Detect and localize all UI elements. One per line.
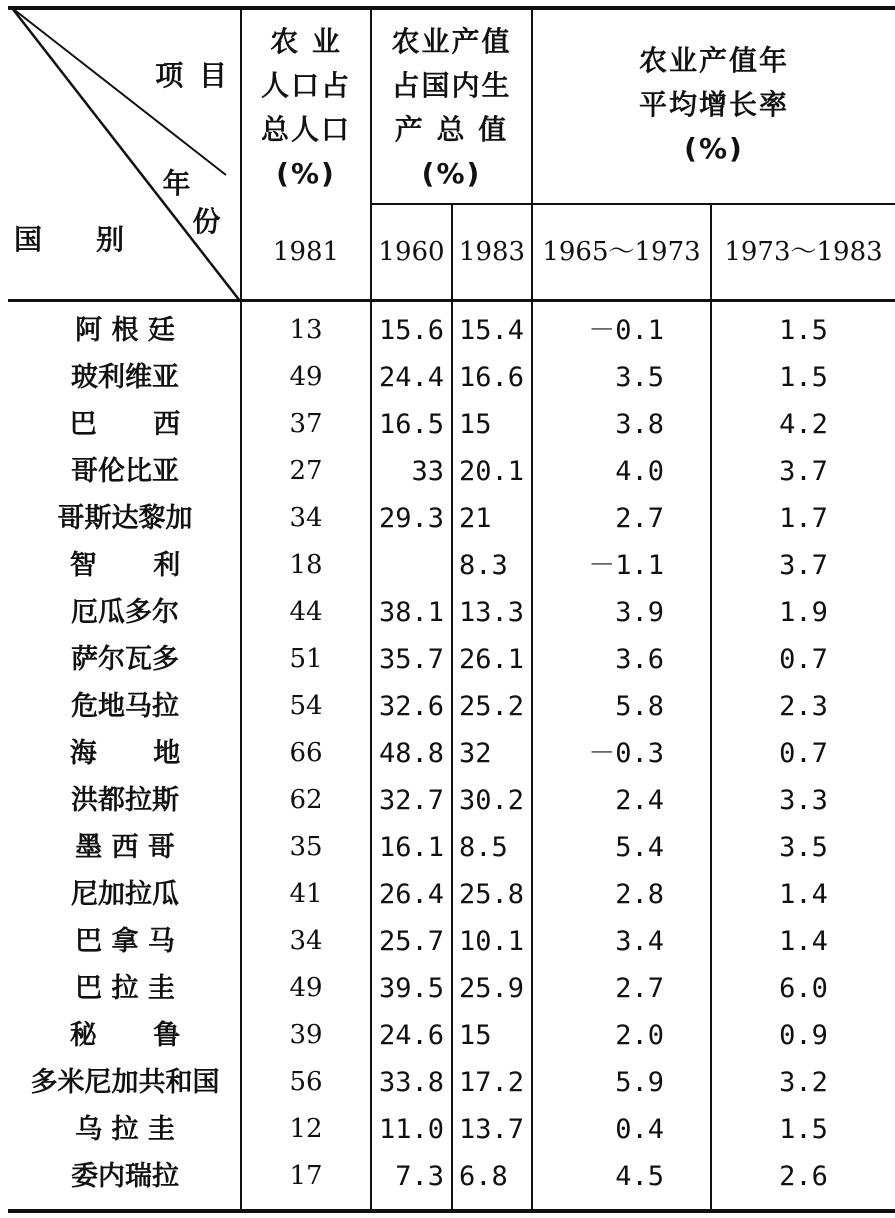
agri-gdp-share-1983: 10.1 [459, 925, 525, 957]
agri-gdp-share-1960: 32.6 [378, 690, 444, 722]
header-year-label-2: 份 [192, 205, 224, 238]
agri-gdp-share-1983: 21 [459, 502, 492, 534]
agri-gdp-share-1983: 17.2 [459, 1066, 525, 1098]
agri-population-1981: 49 [289, 973, 323, 1003]
agri-gdp-share-1983: 15 [459, 1019, 492, 1051]
country-name: 多米尼加共和国 [30, 1066, 220, 1098]
growth-1973-1983: 3.5 [779, 831, 828, 863]
growth-1965-1973: 5.8 [615, 690, 664, 722]
agri-gdp-share-1960 [378, 545, 444, 585]
growth-1973-1983: 6.0 [779, 972, 828, 1004]
growth-1973-1983: 3.3 [779, 784, 828, 816]
agri-gdp-share-1983: 13.7 [459, 1113, 525, 1145]
header-growth-line3: (%) [684, 132, 744, 165]
agri-gdp-share-1960: 25.7 [378, 925, 444, 957]
growth-1973-1983: 4.2 [779, 408, 828, 440]
agri-population-1981: 39 [289, 1020, 323, 1050]
agri-gdp-share-1960: 16.5 [378, 408, 444, 440]
vrule-gdp-split [451, 203, 453, 1211]
year-header-1965-1973: 1965～1973 [542, 237, 701, 267]
agri-gdp-share-1960: 11.0 [378, 1113, 444, 1145]
agri-gdp-share-1960: 16.1 [378, 831, 444, 863]
agri-gdp-share-1983: 20.1 [459, 455, 525, 487]
growth-1973-1983: 0.7 [779, 737, 828, 769]
header-agri-gdp-share [372, 20, 531, 196]
country-name: 巴 拿 马 [75, 925, 175, 957]
agri-population-1981: 66 [289, 738, 323, 768]
year-header-1983: 1983 [458, 237, 526, 267]
agri-gdp-share-1960: 26.4 [378, 878, 444, 910]
country-name: 尼加拉瓜 [71, 878, 179, 910]
country-name: 智 利 [69, 549, 181, 581]
header-agri-gdp-line1: 农业产值 [391, 25, 512, 58]
country-name: 厄瓜多尔 [71, 596, 179, 628]
agri-gdp-share-1983: 15.4 [459, 314, 525, 346]
agri-gdp-share-1960: 48.8 [378, 737, 444, 769]
growth-1965-1973: 3.8 [615, 408, 664, 440]
growth-1965-1973: 5.4 [615, 831, 664, 863]
agri-gdp-share-1983: 6.8 [459, 1160, 508, 1192]
header-agri-population-line4: (%) [276, 157, 336, 190]
growth-1973-1983: 1.5 [779, 314, 828, 346]
growth-1965-1973: 3.5 [615, 361, 664, 393]
agri-population-1981: 34 [289, 926, 323, 956]
growth-1973-1983: 1.7 [779, 502, 828, 534]
agri-gdp-share-1983: 32 [459, 737, 492, 769]
agri-population-1981: 37 [289, 409, 323, 439]
header-country-label: 国 别 [14, 223, 127, 256]
growth-1973-1983: 3.7 [779, 455, 828, 487]
growth-1965-1973: 5.9 [615, 1066, 664, 1098]
growth-1973-1983: 2.6 [779, 1160, 828, 1192]
country-name: 萨尔瓦多 [71, 643, 179, 675]
header-growth-line1: 农业产值年 [638, 44, 789, 77]
year-header-1960: 1960 [378, 237, 445, 267]
agri-gdp-share-1960: 29.3 [378, 502, 444, 534]
country-name: 巴 拉 圭 [75, 972, 175, 1004]
agri-gdp-share-1960: 24.6 [378, 1019, 444, 1051]
agri-gdp-share-1960: 38.1 [378, 596, 444, 628]
agri-gdp-share-1983: 13.3 [459, 596, 525, 628]
agri-population-1981: 44 [289, 597, 323, 627]
agri-gdp-share-1983: 30.2 [459, 784, 525, 816]
agri-population-1981: 56 [289, 1067, 323, 1097]
growth-1965-1973: 4.0 [615, 455, 664, 487]
year-header-1981: 1981 [272, 237, 340, 267]
country-name: 墨 西 哥 [75, 831, 175, 863]
header-agri-population [242, 20, 370, 196]
header-agri-gdp-line2: 占国内生 [391, 69, 512, 102]
growth-1973-1983: 2.3 [779, 690, 828, 722]
growth-1973-1983: 1.4 [779, 925, 828, 957]
agri-gdp-share-1983: 25.9 [459, 972, 525, 1004]
header-agri-population-line3: 总人口 [260, 113, 351, 146]
agri-gdp-share-1983: 15 [459, 408, 492, 440]
agri-population-1981: 35 [289, 832, 323, 862]
header-item-label: 项 目 [155, 59, 230, 92]
growth-1965-1973: －0.1 [588, 314, 664, 346]
growth-1965-1973: －1.1 [588, 549, 664, 581]
country-name: 危地马拉 [71, 690, 179, 722]
agri-gdp-share-1983: 8.3 [459, 549, 508, 581]
growth-1965-1973: 2.8 [615, 878, 664, 910]
agri-gdp-share-1983: 16.6 [459, 361, 525, 393]
growth-1965-1973: 3.4 [615, 925, 664, 957]
growth-1973-1983: 1.4 [779, 878, 828, 910]
agri-population-1981: 41 [289, 879, 323, 909]
agri-population-1981: 62 [289, 785, 323, 815]
growth-1973-1983: 1.5 [779, 1113, 828, 1145]
growth-1965-1973: 0.4 [615, 1113, 664, 1145]
header-growth-line2: 平均增长率 [638, 88, 789, 121]
agri-population-1981: 49 [289, 362, 323, 392]
header-agri-gdp-line3: 产 总 值 [394, 113, 509, 146]
growth-1973-1983: 1.9 [779, 596, 828, 628]
country-name: 委内瑞拉 [71, 1160, 179, 1192]
growth-1973-1983: 3.2 [779, 1066, 828, 1098]
country-name: 玻利维亚 [71, 361, 179, 393]
growth-1973-1983: 0.7 [779, 643, 828, 675]
agri-population-1981: 34 [289, 503, 323, 533]
agri-gdp-share-1983: 8.5 [459, 831, 508, 863]
country-name: 巴 西 [69, 408, 181, 440]
country-name: 秘 鲁 [69, 1019, 181, 1051]
header-agri-growth-rate [533, 30, 895, 180]
growth-1965-1973: 3.6 [615, 643, 664, 675]
agri-gdp-share-1960: 33.8 [378, 1066, 444, 1098]
country-name: 乌 拉 圭 [75, 1113, 175, 1145]
agri-population-1981: 18 [289, 550, 323, 580]
agri-population-1981: 17 [289, 1161, 323, 1191]
agri-population-1981: 12 [289, 1114, 323, 1144]
country-name: 哥斯达黎加 [57, 502, 193, 534]
growth-1965-1973: 2.4 [615, 784, 664, 816]
growth-1973-1983: 3.7 [779, 549, 828, 581]
growth-1965-1973: 3.9 [615, 596, 664, 628]
agri-gdp-share-1983: 25.2 [459, 690, 525, 722]
agri-gdp-share-1960: 35.7 [378, 643, 444, 675]
agri-gdp-share-1960: 33 [411, 455, 444, 487]
agri-gdp-share-1960: 15.6 [378, 314, 444, 346]
country-name: 海 地 [69, 737, 181, 769]
growth-1973-1983: 0.9 [779, 1019, 828, 1051]
header-agri-population-line1: 农 业 [270, 25, 342, 58]
agri-gdp-share-1960: 39.5 [378, 972, 444, 1004]
header-agri-gdp-line4: (%) [421, 157, 482, 190]
agri-population-1981: 27 [289, 456, 323, 486]
agri-gdp-share-1960: 24.4 [378, 361, 444, 393]
agri-gdp-share-1983: 26.1 [459, 643, 525, 675]
year-header-1973-1983: 1973～1983 [724, 237, 883, 267]
agri-gdp-share-1983: 25.8 [459, 878, 525, 910]
agri-population-1981: 51 [289, 644, 323, 674]
growth-1965-1973: 4.5 [615, 1160, 664, 1192]
header-year-label: 年 [162, 167, 194, 200]
country-name: 哥伦比亚 [71, 455, 179, 487]
country-name: 洪都拉斯 [71, 784, 179, 816]
agri-gdp-share-1960: 32.7 [378, 784, 444, 816]
growth-1965-1973: －0.3 [588, 737, 664, 769]
agri-gdp-share-1960: 7.3 [395, 1160, 444, 1192]
country-name: 阿 根 廷 [75, 314, 175, 346]
growth-1965-1973: 2.0 [615, 1019, 664, 1051]
header-agri-population-line2: 人口占 [260, 69, 351, 102]
agri-population-1981: 13 [289, 315, 323, 345]
growth-1973-1983: 1.5 [779, 361, 828, 393]
growth-1965-1973: 2.7 [615, 502, 664, 534]
growth-1965-1973: 2.7 [615, 972, 664, 1004]
agri-population-1981: 54 [289, 691, 323, 721]
